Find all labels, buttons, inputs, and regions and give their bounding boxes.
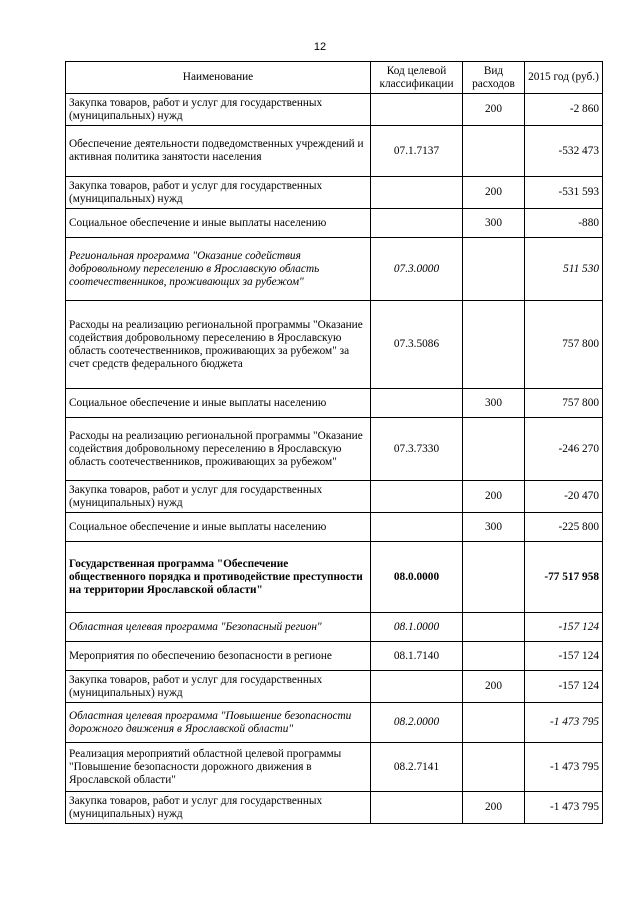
table-row xyxy=(66,238,603,301)
cell-kind xyxy=(463,743,525,792)
cell-name: Областная целевая программа "Безопасный регион" xyxy=(66,613,371,642)
cell-name: Закупка товаров, работ и услуг для государственных (муниципальных) нужд xyxy=(66,94,371,126)
table-row xyxy=(66,703,603,743)
cell-amount: -1 473 795 xyxy=(525,792,603,824)
table-row xyxy=(66,792,603,824)
table-row xyxy=(66,301,603,389)
cell-kind: 200 xyxy=(463,671,525,703)
cell-name: Региональная программа "Оказание содействия добровольному переселению в Ярославскую область соотечественников, проживающих за рубежом" xyxy=(66,238,371,301)
cell-name: Государственная программа "Обеспечение общественного порядка и противодействие преступности на территории Ярославской области" xyxy=(66,542,371,613)
cell-kind xyxy=(463,301,525,389)
table-row xyxy=(66,743,603,792)
cell-amount: -880 xyxy=(525,209,603,238)
cell-kind: 300 xyxy=(463,209,525,238)
cell-code xyxy=(371,792,463,824)
cell-kind xyxy=(463,642,525,671)
cell-amount: -1 473 795 xyxy=(525,703,603,743)
table-row xyxy=(66,418,603,481)
cell-code xyxy=(371,177,463,209)
cell-amount: -531 593 xyxy=(525,177,603,209)
cell-amount: 757 800 xyxy=(525,301,603,389)
cell-code: 07.3.5086 xyxy=(371,301,463,389)
cell-name: Мероприятия по обеспечению безопасности в регионе xyxy=(66,642,371,671)
cell-name: Обеспечение деятельности подведомственных учреждений и активная политика занятости населения xyxy=(66,126,371,177)
cell-amount: -157 124 xyxy=(525,642,603,671)
cell-name: Закупка товаров, работ и услуг для государственных (муниципальных) нужд xyxy=(66,481,371,513)
cell-amount: -20 470 xyxy=(525,481,603,513)
cell-amount: -2 860 xyxy=(525,94,603,126)
cell-code xyxy=(371,389,463,418)
table-header-row xyxy=(66,62,603,94)
cell-code xyxy=(371,94,463,126)
table-row xyxy=(66,209,603,238)
cell-code: 07.1.7137 xyxy=(371,126,463,177)
cell-code xyxy=(371,671,463,703)
table-row xyxy=(66,513,603,542)
cell-amount: -77 517 958 xyxy=(525,542,603,613)
cell-kind: 200 xyxy=(463,94,525,126)
cell-amount: -532 473 xyxy=(525,126,603,177)
table-row xyxy=(66,642,603,671)
cell-name: Реализация мероприятий областной целевой программы "Повышение безопасности дорожного движения в Ярославской области" xyxy=(66,743,371,792)
cell-code xyxy=(371,513,463,542)
header-kind: Вид расходов xyxy=(463,62,525,94)
budget-table xyxy=(65,61,603,824)
cell-kind xyxy=(463,238,525,301)
cell-code xyxy=(371,209,463,238)
header-code: Код целевой классификации xyxy=(371,62,463,94)
cell-kind: 300 xyxy=(463,513,525,542)
cell-amount: -157 124 xyxy=(525,671,603,703)
page-number: 12 xyxy=(313,41,327,53)
cell-code: 08.1.0000 xyxy=(371,613,463,642)
cell-name: Закупка товаров, работ и услуг для государственных (муниципальных) нужд xyxy=(66,177,371,209)
cell-name: Закупка товаров, работ и услуг для государственных (муниципальных) нужд xyxy=(66,792,371,824)
cell-name: Расходы на реализацию региональной программы "Оказание содействия добровольному переселению в Ярославскую область соотечественников, проживающих за рубежом" xyxy=(66,418,371,481)
table-row xyxy=(66,177,603,209)
table-row xyxy=(66,389,603,418)
table-body xyxy=(66,94,603,824)
cell-code: 07.3.7330 xyxy=(371,418,463,481)
cell-amount: -157 124 xyxy=(525,613,603,642)
cell-name: Закупка товаров, работ и услуг для государственных (муниципальных) нужд xyxy=(66,671,371,703)
cell-kind: 200 xyxy=(463,481,525,513)
cell-kind xyxy=(463,703,525,743)
cell-kind: 200 xyxy=(463,792,525,824)
cell-code: 07.3.0000 xyxy=(371,238,463,301)
cell-kind xyxy=(463,542,525,613)
cell-amount: 511 530 xyxy=(525,238,603,301)
cell-amount: -225 800 xyxy=(525,513,603,542)
cell-name: Социальное обеспечение и иные выплаты населению xyxy=(66,513,371,542)
cell-name: Расходы на реализацию региональной программы "Оказание содействия добровольному переселению в Ярославскую область соотечественников, проживающих за рубежом" за счет средств федерального бюджета xyxy=(66,301,371,389)
cell-amount: -1 473 795 xyxy=(525,743,603,792)
cell-kind: 300 xyxy=(463,389,525,418)
cell-amount: -246 270 xyxy=(525,418,603,481)
table-row xyxy=(66,613,603,642)
header-amount: 2015 год (руб.) xyxy=(525,62,603,94)
cell-code: 08.2.0000 xyxy=(371,703,463,743)
cell-name: Социальное обеспечение и иные выплаты населению xyxy=(66,389,371,418)
header-name: Наименование xyxy=(66,62,371,94)
cell-amount: 757 800 xyxy=(525,389,603,418)
cell-kind xyxy=(463,418,525,481)
table-row xyxy=(66,671,603,703)
cell-kind xyxy=(463,613,525,642)
table-row xyxy=(66,481,603,513)
cell-code: 08.0.0000 xyxy=(371,542,463,613)
table-row xyxy=(66,542,603,613)
cell-kind: 200 xyxy=(463,177,525,209)
cell-kind xyxy=(463,126,525,177)
cell-code: 08.1.7140 xyxy=(371,642,463,671)
cell-name: Областная целевая программа "Повышение безопасности дорожного движения в Ярославской области" xyxy=(66,703,371,743)
cell-name: Социальное обеспечение и иные выплаты населению xyxy=(66,209,371,238)
table-row xyxy=(66,126,603,177)
cell-code: 08.2.7141 xyxy=(371,743,463,792)
table-row xyxy=(66,94,603,126)
cell-code xyxy=(371,481,463,513)
